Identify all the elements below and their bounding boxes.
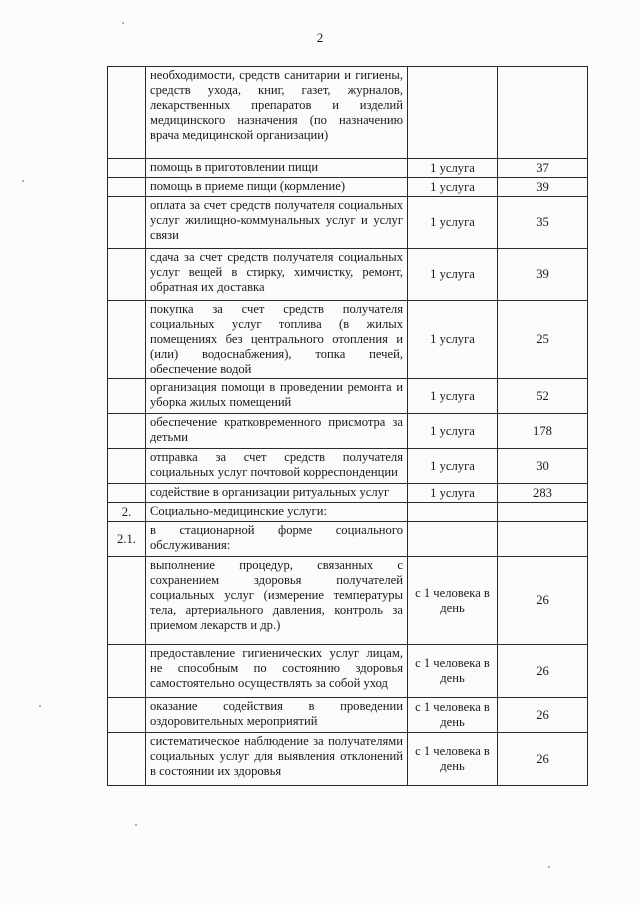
service-unit: [408, 522, 498, 557]
section-title: Социально-медицинские услуги:: [146, 503, 408, 522]
row-number: [108, 159, 146, 178]
scan-speck: [122, 22, 124, 24]
row-number: [108, 249, 146, 301]
table-row: [108, 557, 588, 645]
service-description: отправка за счет средств получателя социальных услуг почтовой корреспонденции: [146, 449, 408, 484]
service-description: систематическое наблюдение за получателями социальных услуг для выявления отклонений в состоянии их здоровья: [146, 733, 408, 786]
page-number: 2: [316, 30, 324, 45]
subsection-number: 2.1.: [108, 522, 146, 557]
service-price: [498, 503, 588, 522]
row-number: [108, 301, 146, 379]
row-number: [108, 698, 146, 733]
row-number: [108, 67, 146, 159]
table-row: [108, 249, 588, 301]
service-description: выполнение процедур, связанных с сохранением здоровья получателей социальных услуг (измерение температуры тела, артериального давления, контроль за приемом лекарств и др.): [146, 557, 408, 645]
service-description: помощь в приеме пищи (кормление): [146, 178, 408, 197]
row-number: [108, 414, 146, 449]
service-price: 26: [498, 645, 588, 698]
table-row: [108, 449, 588, 484]
scan-speck: [135, 824, 137, 826]
services-table: [107, 66, 588, 786]
table-row: [108, 698, 588, 733]
row-number: [108, 645, 146, 698]
service-unit: [408, 67, 498, 159]
service-price: 39: [498, 178, 588, 197]
row-number: [108, 379, 146, 414]
table-row: [108, 301, 588, 379]
scan-speck: [22, 180, 24, 182]
table-row: [108, 414, 588, 449]
service-description: организация помощи в проведении ремонта и уборка жилых помещений: [146, 379, 408, 414]
section-number: 2.: [108, 503, 146, 522]
table-row: [108, 197, 588, 249]
service-price: 283: [498, 484, 588, 503]
table-row: [108, 67, 588, 159]
service-unit: с 1 человека в день: [408, 557, 498, 645]
service-unit: с 1 человека в день: [408, 733, 498, 786]
table-row: [108, 379, 588, 414]
subsection-row: [108, 522, 588, 557]
service-description: оказание содействия в проведении оздоровительных мероприятий: [146, 698, 408, 733]
service-description: предоставление гигиенических услуг лицам, не способным по состоянию здоровья самостоятельно осуществлять за собой уход: [146, 645, 408, 698]
section-row: [108, 503, 588, 522]
row-number: [108, 449, 146, 484]
service-price: [498, 67, 588, 159]
service-price: 25: [498, 301, 588, 379]
service-unit: 1 услуга: [408, 414, 498, 449]
table-row: [108, 178, 588, 197]
row-number: [108, 484, 146, 503]
service-price: 26: [498, 698, 588, 733]
service-unit: 1 услуга: [408, 449, 498, 484]
service-description: помощь в приготовлении пищи: [146, 159, 408, 178]
service-price: 26: [498, 733, 588, 786]
service-price: 26: [498, 557, 588, 645]
service-price: 178: [498, 414, 588, 449]
service-price: [498, 522, 588, 557]
table-row: [108, 645, 588, 698]
service-unit: 1 услуга: [408, 379, 498, 414]
service-description: необходимости, средств санитарии и гигиены, средств ухода, книг, газет, журналов, лекарственных препаратов и изделий медицинского назначения (по назначению врача медицинской организации): [146, 67, 408, 159]
service-unit: 1 услуга: [408, 249, 498, 301]
table-row: [108, 159, 588, 178]
service-price: 39: [498, 249, 588, 301]
scan-speck: [548, 866, 550, 868]
table-row: [108, 484, 588, 503]
service-unit: 1 услуга: [408, 197, 498, 249]
service-price: 35: [498, 197, 588, 249]
row-number: [108, 178, 146, 197]
row-number: [108, 197, 146, 249]
service-unit: 1 услуга: [408, 301, 498, 379]
table-row: [108, 733, 588, 786]
service-price: 30: [498, 449, 588, 484]
subsection-title: в стационарной форме социального обслуживания:: [146, 522, 408, 557]
service-unit: 1 услуга: [408, 159, 498, 178]
service-description: покупка за счет средств получателя социальных услуг топлива (в жилых помещениях без центрального отопления и (или) водоснабжения), топка печей, обеспечение водой: [146, 301, 408, 379]
service-price: 37: [498, 159, 588, 178]
service-description: оплата за счет средств получателя социальных услуг жилищно-коммунальных услуг и услуг связи: [146, 197, 408, 249]
service-description: содействие в организации ритуальных услуг: [146, 484, 408, 503]
service-unit: с 1 человека в день: [408, 698, 498, 733]
row-number: [108, 557, 146, 645]
row-number: [108, 733, 146, 786]
service-description: обеспечение кратковременного присмотра за детьми: [146, 414, 408, 449]
scan-speck: [39, 705, 41, 707]
service-price: 52: [498, 379, 588, 414]
service-unit: 1 услуга: [408, 484, 498, 503]
service-unit: [408, 503, 498, 522]
service-unit: 1 услуга: [408, 178, 498, 197]
service-unit: с 1 человека в день: [408, 645, 498, 698]
service-description: сдача за счет средств получателя социальных услуг вещей в стирку, химчистку, ремонт, обратная их доставка: [146, 249, 408, 301]
